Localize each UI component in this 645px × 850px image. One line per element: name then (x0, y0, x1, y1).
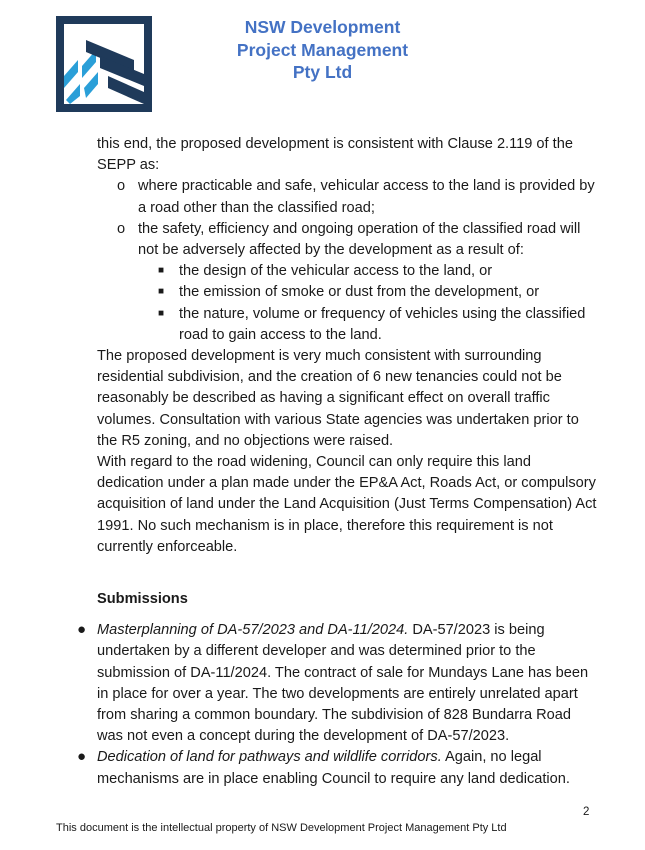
bullet-lead: Masterplanning of DA-57/2023 and DA-11/2024. (97, 622, 409, 639)
sub-list-item-text: the emission of smoke or dust from the development, or (179, 284, 540, 301)
list-item-text: the safety, efficiency and ongoing operation of the classified road will not be adversely affected by the development as a result of: (138, 220, 581, 259)
circle-marker-icon: o (117, 178, 126, 195)
company-name (215, 16, 430, 84)
page-body (77, 134, 597, 790)
sub-list-item-text: the design of the vehicular access to the land, or (179, 263, 493, 280)
company-name-line: Project Management (236, 39, 409, 60)
list-item (97, 219, 597, 261)
bullet-icon: ● (77, 621, 87, 639)
sub-list-item (97, 261, 597, 282)
intro-paragraph: this end, the proposed development is consistent with Clause 2.119 of the SEPP as: (97, 136, 573, 174)
list-item-text: where practicable and safe, vehicular access to the land is provided by a road other than the classified road; (138, 178, 595, 216)
bullet-icon: ● (77, 748, 87, 766)
sub-list-item-text: the nature, volume or frequency of vehicles using the classified road to gain access to the land. (179, 305, 586, 343)
company-name-line: Pty Ltd (292, 62, 353, 82)
bullet-lead: Dedication of land for pathways and wildlife corridors. (97, 749, 442, 766)
sub-list-item (97, 282, 597, 303)
page-number: 2 (583, 806, 590, 818)
company-logo (56, 16, 152, 112)
paragraph: The proposed development is very much consistent with surrounding residential subdivision, and the creation of 6 new tenancies could not be reasonably be described as having a significant effect on overall traffic volumes. Consultation with various State agencies was undertaken prior to the R5 zoning, and no objections were raised. (97, 348, 579, 449)
sub-list-item (97, 304, 597, 346)
submissions-heading: Submissions (97, 591, 188, 608)
circle-marker-icon: o (117, 220, 126, 237)
square-marker-icon: ■ (158, 307, 165, 319)
square-marker-icon: ■ (158, 286, 165, 298)
company-name-line: NSW Development (244, 17, 401, 37)
square-marker-icon: ■ (158, 265, 165, 277)
bullet-item (77, 747, 597, 789)
paragraph: With regard to the road widening, Council can only require this land dedication under a plan made under the EP&A Act, Roads Act, or compulsory acquisition of land under the Land Acquisition (Just Terms Compensation) Act 1991. No such mechanism is in place, therefore this requirement is not currently enforceable. (97, 454, 597, 555)
footer-notice: This document is the intellectual property of NSW Development Project Management Pty Ltd (56, 822, 507, 834)
bullet-item (77, 620, 597, 747)
list-item (97, 176, 597, 218)
bullet-text: DA-57/2023 is being undertaken by a different developer and was determined prior to the submission of DA-11/2024. The contract of sale for Mundays Lane has been in place for over a year. The two developments are entirely unrelated apart from sharing a common boundary. The subdivision of 828 Bundarra Road was not even a concept during the development of DA-57/2023. (97, 622, 589, 745)
bullet-text: Again, no legal mechanisms are in place enabling Council to require any land dedication. (97, 749, 570, 787)
